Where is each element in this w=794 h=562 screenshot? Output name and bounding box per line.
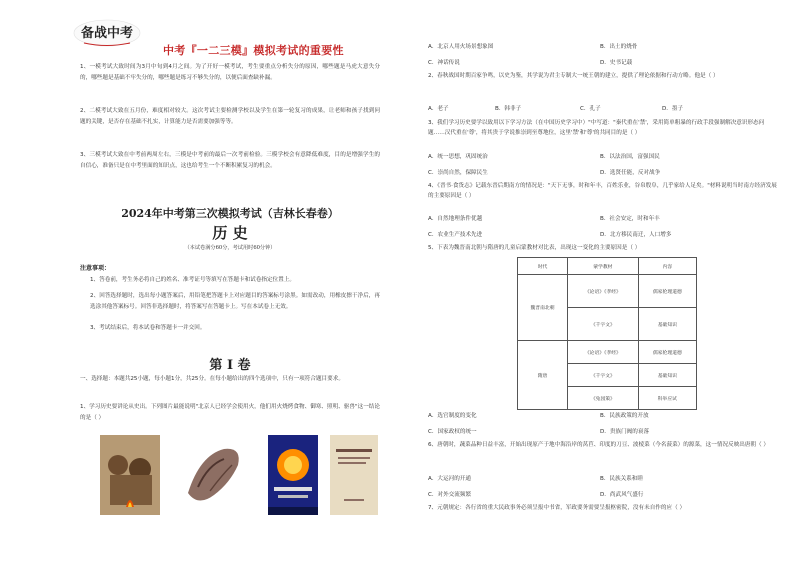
- q5-option-b: B．民族政策的开放: [600, 413, 649, 419]
- note-1: 1、答卷前，考生务必将自己的姓名、准考证号等填写在答题卡和试卷指定位置上。: [90, 277, 295, 283]
- question-2: 2、春秋战国时期百家争鸣，以史为鉴，其学说为君主专制大一统王朝的建立，提供了理论依据和行动方略。他是（ ）: [428, 73, 719, 79]
- table-header-era: 时代: [518, 258, 568, 275]
- table-header-content: 内容: [638, 258, 696, 275]
- table-cell: 科举应试: [638, 387, 696, 410]
- q1-option-d: D．史书记载: [600, 60, 633, 66]
- question-5: 5、下表为魏晋南北朝与隋唐的儿童启蒙教材对比表，出现这一变化的主要原因是（ ）: [428, 245, 641, 251]
- q5-option-d: D．贵族门阀的衰落: [600, 429, 650, 435]
- intro-paragraph-1: 1、一模考试大致时间为3月中旬到4月之间。为了开好一模考试，考生要重点分析失分的原因，哪些题是马虎大意失分的，哪些题是基础不牢失分的，哪些题是练习不够失分的，以便后面查缺补漏。: [80, 64, 380, 81]
- q4-option-d: D．北方移民南迁，人口增多: [600, 232, 672, 238]
- history-book-image: [330, 435, 378, 515]
- q5-option-c: C．国家政权的统一: [428, 429, 477, 435]
- table-cell: 《兔园策》: [568, 387, 639, 410]
- question-7: 7、元朝规定：各行省的重大民政事务必须呈报中书省，军政要务需要呈报枢密院，没有未自作的应（ ）: [428, 505, 686, 511]
- table-cell: 儒家伦理道德: [638, 341, 696, 364]
- question-3: 3、我们学习历史要学以致用以下学习方法（在中国历史学习中）"中写道："秦代重在'禁'，采用简单粗暴的行政手段强制解决意识形态问题……汉代重在'尊'，将其贵于学说推崇到至尊地位，这里'禁'和'尊'的共同目的是（ ）: [428, 120, 765, 136]
- intro-paragraph-3: 3、三模考试大致在中考前两周左右，三模是中考前的最后一次考前检验。三模学校会有意降低难度，目的是增强学生的自信心，准备只是在中考里面的知识点，这也给考生一个不断积累复习的机会。: [80, 152, 380, 169]
- table-era-1: 魏晋南北朝: [518, 275, 568, 341]
- q6-option-a: A．大运河的开通: [428, 476, 471, 482]
- question-1: 1、学习历史要讲论从史出。下列图片最能说明"北京人已经学会使用火，他们用火烧烤食物、御寒、照明、驱兽"这一结论的是（ ）: [80, 404, 380, 421]
- table-cell: 《论语》《孝经》: [568, 275, 639, 308]
- q3-option-c: C．崇尚自然，保障民生: [428, 170, 488, 176]
- q1-option-a: A．北京人用火场景想象图: [428, 44, 494, 50]
- table-cell: 《论语》《孝经》: [568, 341, 639, 364]
- q6-option-b: B．民族关系和睦: [600, 476, 643, 482]
- q6-option-d: D．尚武风气盛行: [600, 492, 644, 498]
- table-cell: 基础知识: [638, 364, 696, 387]
- table-header-textbook: 蒙学教材: [568, 258, 639, 275]
- note-2: 2、回答选择题时，选出每小题答案后，用铅笔把答题卡上对应题目的答案标号涂黑。如需改动，用橡皮擦干净后，再选涂其他答案标号。回答非选择题时，将答案写在答题卡上。写在本试卷上无效。: [90, 293, 380, 310]
- question-6: 6、唐朝时，蔬菜品种日益丰富，开始出现原产于地中海沿岸的莴苣、印度的刀豆、波棱菜（今名菠菜）的源菜，这一情况反映出唐朝（ ）: [428, 442, 769, 448]
- q1-option-c: C．神话传说: [428, 60, 460, 66]
- table-era-2: 隋唐: [518, 341, 568, 410]
- exam-meta: （本试卷满分60分，考试用时60分钟）: [184, 245, 276, 251]
- exam-title: 2024年中考第三次模拟考试（吉林长春卷）: [121, 207, 339, 220]
- question-4: 4、《晋书·食货志》记载东晋后期南方的情况是："天下无事，时和年丰，百姓乐业，谷帛殷阜，几乎家给人足矣。"材料说明当时南方经济发展的主要原因是（ ）: [428, 183, 777, 199]
- q2-option-d: D．墨子: [662, 106, 684, 112]
- note-3: 3、考试结束后，将本试卷和答题卡一并交回。: [90, 325, 206, 331]
- brand-logo: [72, 18, 142, 48]
- q3-option-a: A．统一思想，巩固统治: [428, 154, 488, 160]
- textbook-comparison-table: [517, 257, 697, 410]
- table-cell: 《千字文》: [568, 364, 639, 387]
- q4-option-b: B．社会安定，时和年丰: [600, 216, 660, 222]
- table-cell: 儒家伦理道德: [638, 275, 696, 308]
- q2-option-c: C．孔子: [580, 106, 601, 112]
- q3-option-d: D．选贤任能，反对战争: [600, 170, 661, 176]
- section-intro: 一、选择题：本题共25小题，每小题1分，共25分。在每小题给出的四个选项中，只有一项符合题目要求。: [80, 376, 344, 382]
- q4-option-c: C．农业生产技术先进: [428, 232, 483, 238]
- myth-book-image: [268, 435, 318, 515]
- beijing-man-fire-image: [100, 435, 160, 515]
- q1-option-b: B．出土的烧骨: [600, 44, 638, 50]
- q2-option-b: B．韩非子: [495, 106, 522, 112]
- table-cell: 《千字文》: [568, 308, 639, 341]
- q6-option-c: C．对外交流频繁: [428, 492, 472, 498]
- intro-title: 中考『一二三模』模拟考试的重要性: [163, 44, 344, 57]
- section-heading: 第 I 卷: [209, 358, 251, 373]
- q4-option-a: A．自然地理条件优越: [428, 216, 483, 222]
- notes-heading: 注意事项：: [80, 265, 111, 272]
- exam-subject: 历 史: [212, 224, 248, 242]
- q3-option-b: B．以法治国，富强国民: [600, 154, 660, 160]
- burnt-bone-image: [180, 435, 250, 515]
- q5-option-a: A．选官制度的变化: [428, 413, 477, 419]
- logo-text: 备战中考: [80, 26, 134, 41]
- q2-option-a: A．老子: [428, 106, 449, 112]
- table-cell: 基础知识: [638, 308, 696, 341]
- intro-paragraph-2: 2、二模考试大致在五月份，难度相对较大。这次考试主要检测学校以及学生在第一轮复习的成果，让老师和孩子找到问题的关键，是否存在基础不扎实，计算能力是否需要加强等等。: [80, 108, 380, 125]
